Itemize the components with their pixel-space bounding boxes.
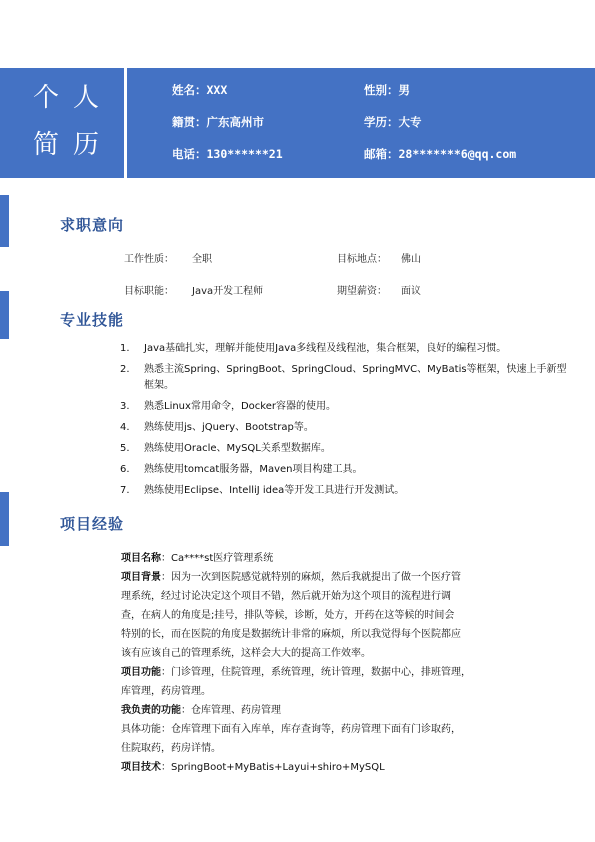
detail-line: 住院取药，药房详情。 (121, 743, 221, 754)
education-field: 学历：大专 (364, 115, 422, 129)
skill-item (120, 341, 570, 357)
project-tech-value: ：SpringBoot+MyBatis+Layui+shiro+MySQL (161, 762, 385, 773)
skill-number: 7. (120, 485, 130, 496)
project-background-line: 特别的长，而在医院的角度是数据统计非常的麻烦，所以我觉得每个医院都应 (121, 629, 461, 640)
intent-section-title: 求职意向 (60, 216, 125, 234)
phone-field: 电话：130******21 (172, 147, 283, 161)
project-name-label: 项目名称 (121, 553, 161, 564)
skill-text: 熟练使用Eclipse、IntelliJ idea等开发工具进行开发测试。 (144, 485, 405, 496)
skills-section-title: 专业技能 (60, 311, 125, 329)
project-background-line: 查，在病人的角度是;挂号，排队等候，诊断，处方，开药在这等候的时间会 (121, 610, 455, 621)
skill-text: Java基础扎实，理解并能使用Java多线程及线程池，集合框架，良好的编程习惯。 (144, 343, 507, 354)
skill-item (120, 362, 570, 394)
target-location-value: 佛山 (401, 254, 421, 265)
resume-title-char: 简 (33, 130, 60, 160)
section-marker (0, 492, 9, 546)
name-field: 姓名：XXX (172, 83, 228, 97)
skill-item (120, 483, 570, 499)
responsible-line (121, 701, 561, 720)
project-function-line: 库管理，药房管理。 (121, 686, 211, 697)
resume-title-char: 人 (73, 83, 100, 113)
skill-item (120, 462, 570, 478)
project-name-line (121, 549, 561, 568)
project-function-line (121, 663, 561, 682)
target-position-value: Java开发工程师 (192, 286, 264, 297)
responsible-label: 我负责的功能 (121, 705, 181, 716)
skills-list (120, 341, 570, 499)
skill-item (120, 420, 570, 436)
project-name-value: ：Ca****st医疗管理系统 (161, 553, 274, 564)
project-function-text: ：门诊管理，住院管理，系统管理，统计管理，数据中心，排班管理， (161, 667, 471, 678)
detail-line: 具体功能：仓库管理下面有入库单，库存查询等，药房管理下面有门诊取药， (121, 724, 461, 735)
project-background-line: 理系统，经过讨论决定这个项目不错，然后就开始为这个项目的流程进行调 (121, 591, 451, 602)
resume-header (0, 68, 595, 178)
expected-salary-value: 面议 (401, 286, 421, 297)
work-type-label: 工作性质： (124, 254, 174, 265)
skill-text: 熟悉主流Spring、SpringBoot、SpringCloud、SpringMVC、MyBatis等框架，快速上手新型框架。 (144, 364, 567, 391)
resume-title-char: 历 (73, 130, 100, 160)
skill-number: 5. (120, 443, 130, 454)
origin-field: 籍贯：广东高州市 (172, 115, 264, 129)
email-field: 邮箱：28*******6@qq.com (364, 147, 517, 161)
header-divider (124, 68, 127, 178)
resume-title-char: 个 (33, 83, 60, 113)
target-location-label: 目标地点： (337, 254, 387, 265)
gender-field: 性别：男 (364, 83, 410, 97)
responsible-value: ：仓库管理、药房管理 (181, 705, 281, 716)
skill-number: 2. (120, 364, 130, 375)
project-background-line: 该有应该自己的管理系统，这样会大大的提高工作效率。 (121, 648, 371, 659)
project-function-label: 项目功能 (121, 667, 161, 678)
work-type-value: 全职 (192, 254, 212, 265)
project-tech-line (121, 758, 561, 777)
skill-item (120, 441, 570, 457)
section-marker (0, 195, 9, 247)
skill-number: 1. (120, 343, 130, 354)
project-tech-label: 项目技术 (121, 762, 161, 773)
skill-text: 熟练使用Oracle、MySQL关系型数据库。 (144, 443, 331, 454)
skill-number: 3. (120, 401, 130, 412)
project-section-title: 项目经验 (60, 515, 125, 533)
skill-number: 6. (120, 464, 130, 475)
target-position-label: 目标职能： (124, 286, 174, 297)
skill-item (120, 399, 570, 415)
expected-salary-label: 期望薪资： (337, 286, 387, 297)
project-details (121, 549, 561, 777)
skill-text: 熟悉Linux常用命令，Docker容器的使用。 (144, 401, 336, 412)
skill-text: 熟练使用tomcat服务器，Maven项目构建工具。 (144, 464, 363, 475)
project-background-text: ：因为一次到医院感觉就特别的麻烦，然后我就提出了做一个医疗管 (161, 572, 461, 583)
skill-number: 4. (120, 422, 130, 433)
project-background-line (121, 568, 561, 587)
section-marker (0, 291, 9, 339)
skill-text: 熟练使用js、jQuery、Bootstrap等。 (144, 422, 314, 433)
project-background-label: 项目背景 (121, 572, 161, 583)
